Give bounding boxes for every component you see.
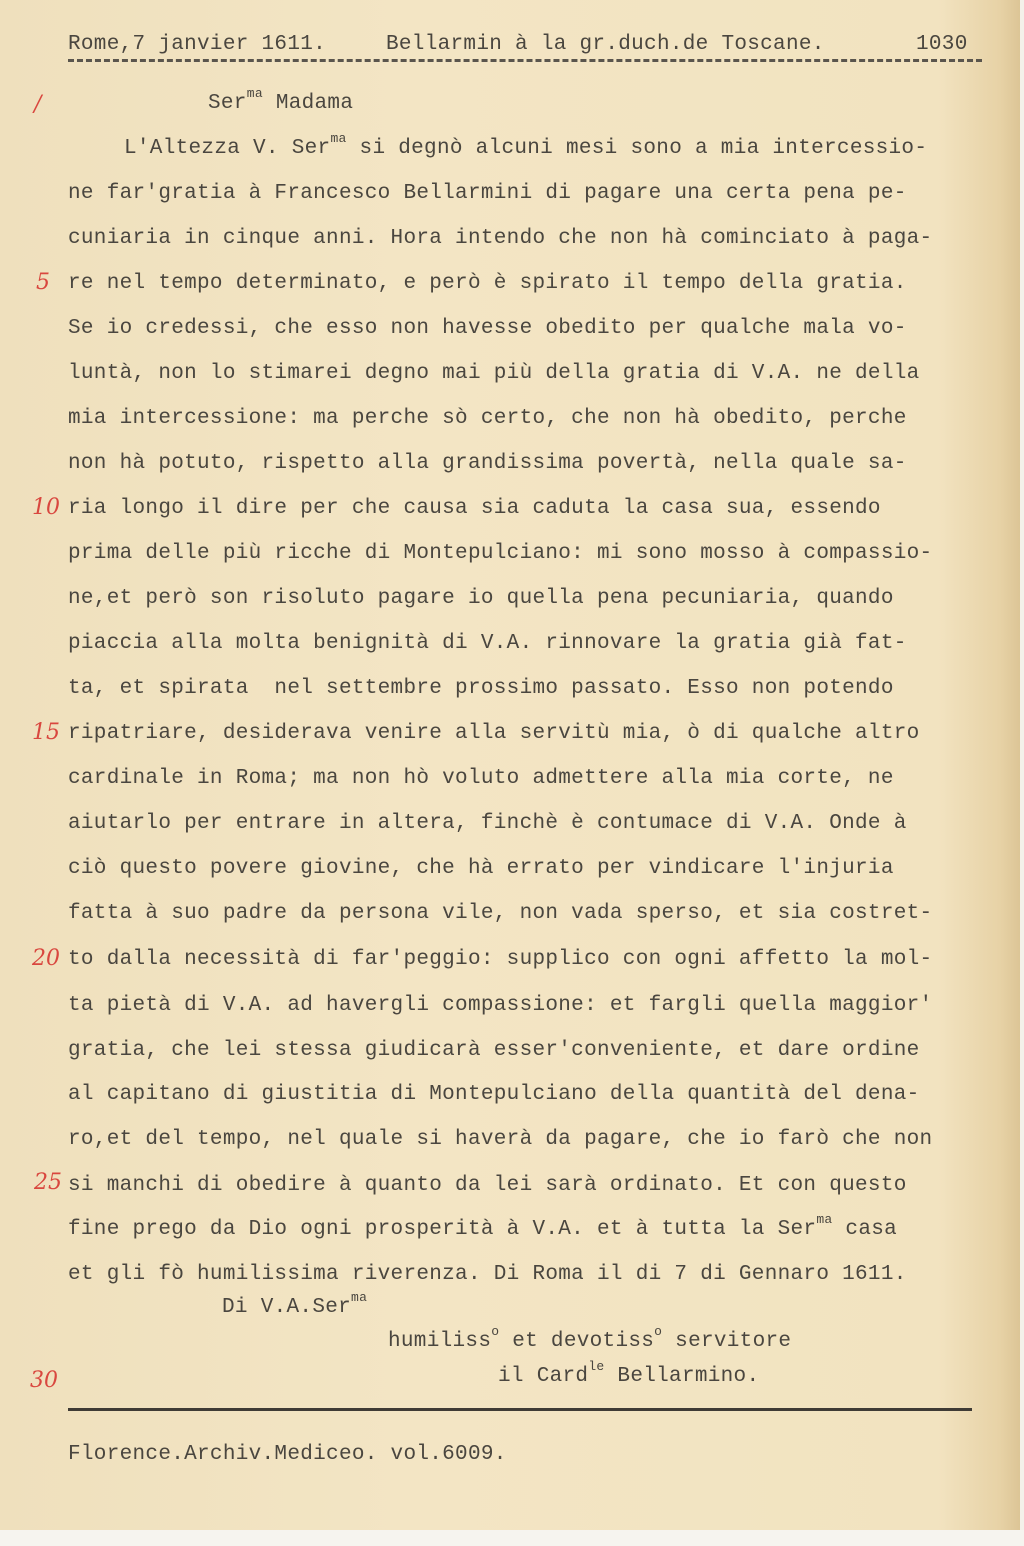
signature-text: il Card [498,1365,589,1388]
letter-line: ta pietà di V.A. ad havergli compassione: et fargli quella maggior' [68,994,933,1017]
superscript: ma [351,1290,368,1305]
letter-line-1 [124,131,928,160]
margin-line-number: / [34,92,42,117]
line-text: casa [832,1218,898,1241]
letter-line: ria longo il dire per che causa sia caduta la casa sua, essendo [68,497,881,520]
letter-line-superscript [68,1212,898,1241]
source-reference: Florence.Archiv.Mediceo. vol.6009. [68,1443,507,1466]
letter-line: cardinale in Roma; ma non hò voluto admettere alla mia corte, ne [68,767,894,790]
closing-servant [388,1324,792,1353]
letter-line: prima delle più ricche di Montepulciano: mi sono mosso à compassio- [68,542,933,565]
header-place-date: Rome,7 janvier 1611. [68,33,327,56]
salutation-text: Ser [208,92,247,115]
margin-line-number: 25 [34,1170,62,1195]
letter-line: ta, et spirata nel settembre prossimo passato. Esso non potendo [68,677,894,700]
letter-line: Se io credessi, che esso non havesse obedito per qualche mala vo- [68,317,907,340]
margin-line-number: 10 [32,495,60,520]
servant-text: humiliss [388,1330,492,1353]
letter-line: cuniaria in cinque anni. Hora intendo che non hà cominciato à paga- [68,227,933,250]
header-dashed-rule [68,59,982,62]
salutation-superscript: ma [246,86,263,101]
letter-line: mia intercessione: ma perche sò certo, che non hà obedito, perche [68,407,907,430]
servant-text: servitore [662,1330,792,1353]
footer-rule [68,1408,972,1411]
signature-text: Bellarmino. [604,1365,760,1388]
letter-line: to dalla necessità di far'peggio: supplico con ogni affetto la mol- [68,948,933,971]
letter-line: ne,et però son risoluto pagare io quella pena pecuniaria, quando [68,587,894,610]
letter-line: non hà potuto, rispetto alla grandissima povertà, nella quale sa- [68,452,907,475]
line-text: L'Altezza V. Ser [124,137,331,160]
salutation [208,86,354,115]
superscript: ma [330,131,347,146]
letter-line: re nel tempo determinato, e però è spirato il tempo della gratia. [68,272,907,295]
margin-line-number: 5 [36,270,50,295]
scan-bottom-edge [0,1530,1024,1546]
letter-line: ripatriare, desiderava venire alla servitù mia, ò di qualche altro [68,722,920,745]
letter-line: al capitano di giustitia di Montepulciano della quantità del dena- [68,1083,920,1106]
letter-line: fatta à suo padre da persona vile, non vada sperso, et sia costret- [68,902,933,925]
letter-line: aiutarlo per entrare in altera, finchè è contumace di V.A. Onde à [68,812,907,835]
letter-line: ciò questo povere giovine, che hà errato per vindicare l'injuria [68,857,894,880]
superscript: o [491,1324,500,1339]
greeting-text: Di V.A.Ser [222,1296,352,1319]
letter-line: ro,et del tempo, nel quale si haverà da pagare, che io farò che non [68,1128,933,1151]
closing-greeting [222,1290,368,1319]
line-text: fine prego da Dio ogni prosperità à V.A. et à tutta la Ser [68,1218,817,1241]
salutation-rest: Madama [262,92,354,115]
signature [498,1359,760,1388]
line-text: si degnò alcuni mesi sono a mia intercessio- [346,137,928,160]
header-title: Bellarmin à la gr.duch.de Toscane. [386,33,825,56]
margin-line-number: 15 [32,720,60,745]
superscript: ma [816,1212,833,1227]
letter-line: piaccia alla molta benignità di V.A. rinnovare la gratia già fat- [68,632,907,655]
letter-line: ne far'gratia à Francesco Bellarmini di pagare una certa pena pe- [68,182,907,205]
superscript: le [588,1359,605,1374]
letter-line-last: et gli fò humilissima riverenza. Di Roma il di 7 di Gennaro 1611. [68,1263,907,1286]
servant-text: et devotiss [499,1330,655,1353]
letter-line: gratia, che lei stessa giudicarà esser'conveniente, et dare ordine [68,1039,920,1062]
margin-line-number: 20 [32,946,60,971]
margin-line-number: 30 [30,1368,58,1393]
letter-line: si manchi di obedire à quanto da lei sarà ordinato. Et con questo [68,1174,907,1197]
header-page-number: 1030 [916,33,968,56]
superscript: o [654,1324,663,1339]
letter-line: luntà, non lo stimarei degno mai più della gratia di V.A. ne della [68,362,920,385]
